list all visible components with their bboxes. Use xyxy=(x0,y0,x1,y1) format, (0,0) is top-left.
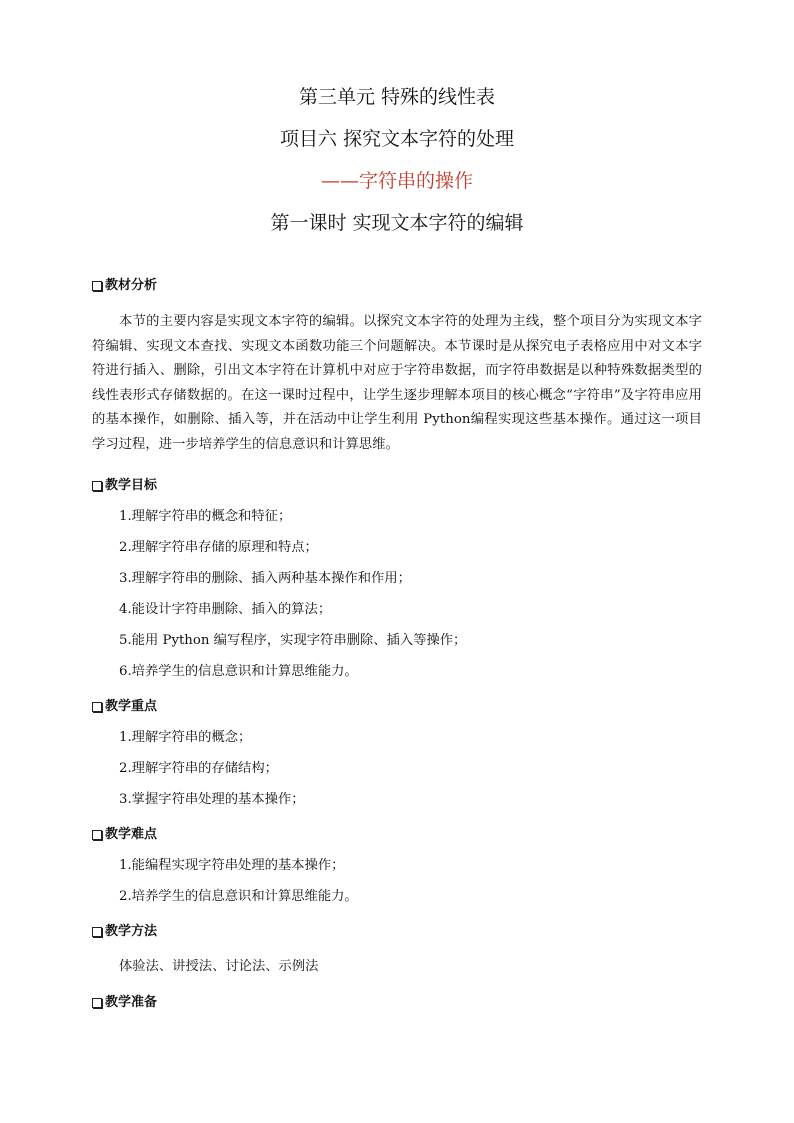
section-heading-text: 教学目标 xyxy=(105,478,158,493)
methods-text: 体验法、讲授法、讨论法、示例法 xyxy=(119,959,319,974)
section-heading-text: 教学难点 xyxy=(105,827,158,842)
analysis-paragraph: 本节的主要内容是实现文本字符的编辑。以探究文本字符的处理为主线，整个项目分为实现文本字符编辑、实现文本查找、实现文本函数功能三个问题解决。本节课时是从探究电子表格应用中对文本字符进行插入、删除，引出文本字符在计算机中对应于字符串数据，而字符串数据是以种特殊数据类型的线性表形式存储数据的。在这一课时过程中，让学生逐步理解本项目的核心概念“字符串”及字符串应用的基本操作，如删除、插入等，并在活动中让学生利用 Python编程实现这些基本操作。通过这一项目学习过程，进一步培养学生的信息意识和计算思维。 xyxy=(92,314,702,452)
checkbox-square-icon xyxy=(92,927,102,937)
section-heading-text: 教材分析 xyxy=(105,278,158,293)
list-item: 3.理解字符串的删除、插入两种基本操作和作用； xyxy=(119,571,411,586)
list-item: 1.能编程实现字符串处理的基本操作； xyxy=(119,858,345,873)
list-item: 3.掌握字符串处理的基本操作； xyxy=(119,792,305,807)
list-item: 5.能用 Python 编写程序，实现字符串删除、插入等操作； xyxy=(119,633,467,648)
list-item: 2.理解字符串的存储结构； xyxy=(119,761,278,776)
section-heading-goals xyxy=(92,477,702,495)
list-item: 2.培养学生的信息意识和计算思维能力。 xyxy=(119,889,358,904)
list-item: 1.理解字符串的概念和特征； xyxy=(119,509,292,524)
section-heading-difficulties xyxy=(92,826,702,844)
list-item: 1.理解字符串的概念； xyxy=(119,730,252,745)
section-heading-text: 教学方法 xyxy=(105,924,158,939)
list-item: 4.能设计字符串删除、插入的算法； xyxy=(119,602,332,617)
section-heading-key-points xyxy=(92,698,702,716)
section-heading-preparation xyxy=(92,994,702,1012)
checkbox-square-icon xyxy=(92,998,102,1008)
section-heading-methods xyxy=(92,923,702,941)
title-block xyxy=(92,0,702,234)
section-heading-analysis xyxy=(92,277,702,295)
unit-title: 第三单元 特殊的线性表 xyxy=(298,86,496,108)
checkbox-square-icon xyxy=(92,281,102,291)
section-heading-text: 教学准备 xyxy=(105,995,158,1010)
list-item: 6.培养学生的信息意识和计算思维能力。 xyxy=(119,664,358,679)
list-item: 2.理解字符串存储的原理和特点； xyxy=(119,540,318,555)
project-title: 项目六 探究文本字符的处理 xyxy=(279,128,515,150)
checkbox-square-icon xyxy=(92,702,102,712)
lesson-title: 第一课时 实现文本字符的编辑 xyxy=(270,212,524,234)
key-points-list xyxy=(92,729,702,809)
goals-list xyxy=(92,508,702,681)
checkbox-square-icon xyxy=(92,830,102,840)
subtitle: ——字符串的操作 xyxy=(320,170,473,192)
section-heading-text: 教学重点 xyxy=(105,699,158,714)
difficulties-list xyxy=(92,857,702,906)
checkbox-square-icon xyxy=(92,481,102,491)
